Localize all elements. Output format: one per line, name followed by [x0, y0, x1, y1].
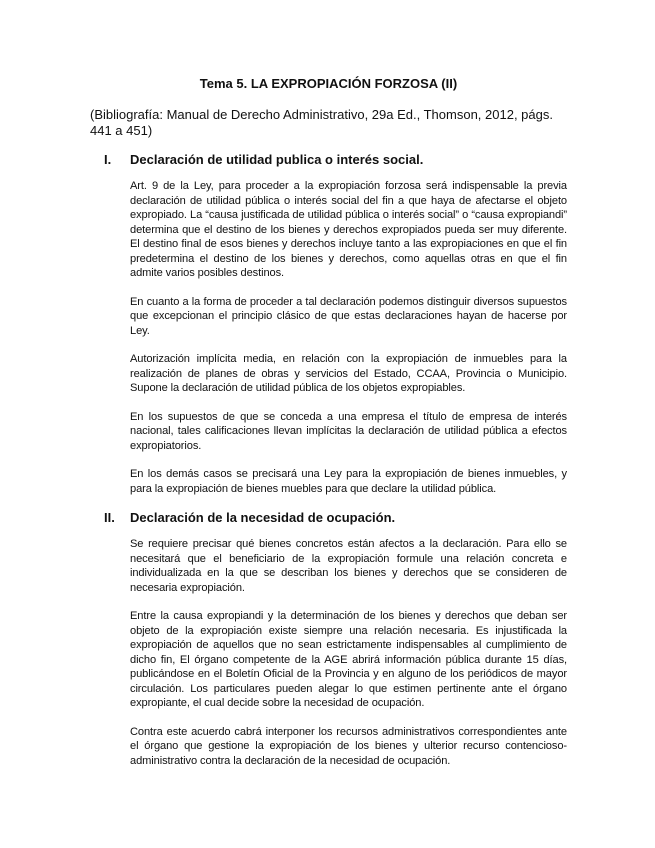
- paragraph: En los demás casos se precisará una Ley para la expropiación de bienes inmuebles, y para la expropiación de bienes muebles para que declare la utilidad pública.: [130, 468, 567, 495]
- paragraph: Contra este acuerdo cabrá interponer los recursos administrativos correspondientes ante el órgano que gestione la expropiación de los bienes y ulterior recurso contencioso-administrativo contra la declaración de la necesidad de ocupación.: [130, 725, 567, 767]
- paragraph: Autorización implícita media, en relación con la expropiación de inmuebles para la realización de planes de obras y servicios del Estado, CCAA, Provincia o Municipio. Supone la declaración de utilidad pública de los objetos expropiables.: [130, 353, 567, 394]
- section-title: Declaración de utilidad publica o interés social.: [130, 152, 424, 167]
- section-number: I.: [104, 152, 112, 167]
- bibliography-note: (Bibliografía: Manual de Derecho Administrativo, 29a Ed., Thomson, 2012, págs. 441 a 451): [90, 107, 553, 138]
- section-number: II.: [104, 510, 115, 525]
- section-heading: [90, 510, 567, 525]
- paragraph: Entre la causa expropiandi y la determinación de los bienes y derechos que deban ser objeto de la expropiación existe siempre una relación necesaria. Es injustificada la expropiación de aquellos que no sean estrictamente indispensables al cumplimiento de dicho fin, El órgano competente de la AGE abrirá información pública durante 15 días, publicándose en el Boletín Oficial de la Provincia y en alguno de los periódicos de mayor circulación. Los particulares pueden alegar lo que estimen pertinente ante el órgano expropiante, el cual decide sobre la necesidad de ocupación.: [130, 610, 567, 709]
- section-1: [90, 152, 567, 496]
- section-title: Declaración de la necesidad de ocupación.: [130, 510, 396, 525]
- paragraph: Art. 9 de la Ley, para proceder a la expropiación forzosa será indispensable la previa declaración de utilidad pública o interés social del fin a que haya de afectarse el objeto expropiado. La “causa justificada de utilidad pública o interés social” o “causa expropiandi” determina que el destino de los bienes y derechos expropiados pueda ser muy diferente. El destino final de esos bienes y derechos incluye tanto a las expropiaciones en que el fin predetermina el destino de los bienes y derechos, como aquellas otras en que el fin admite varios posibles destinos.: [130, 180, 567, 279]
- paragraph: En los supuestos de que se conceda a una empresa el título de empresa de interés nacional, tales calificaciones llevan implícitas la declaración de utilidad pública a efectos expropiatorios.: [130, 410, 567, 452]
- section-heading: [90, 152, 567, 167]
- document-title: Tema 5. LA EXPROPIACIÓN FORZOSA (II): [199, 76, 458, 91]
- paragraph: Se requiere precisar qué bienes concretos están afectos a la declaración. Para ello se necesitará que el beneficiario de la expropiación formule una relación concreta e individualizada en la que se describan los bienes y derechos que se consideren de necesaria expropiación.: [130, 538, 567, 594]
- section-2: [90, 510, 567, 768]
- paragraph: En cuanto a la forma de proceder a tal declaración podemos distinguir diversos supuestos que excepcionan el principio clásico de que estas declaraciones hayan de hacerse por Ley.: [130, 295, 567, 337]
